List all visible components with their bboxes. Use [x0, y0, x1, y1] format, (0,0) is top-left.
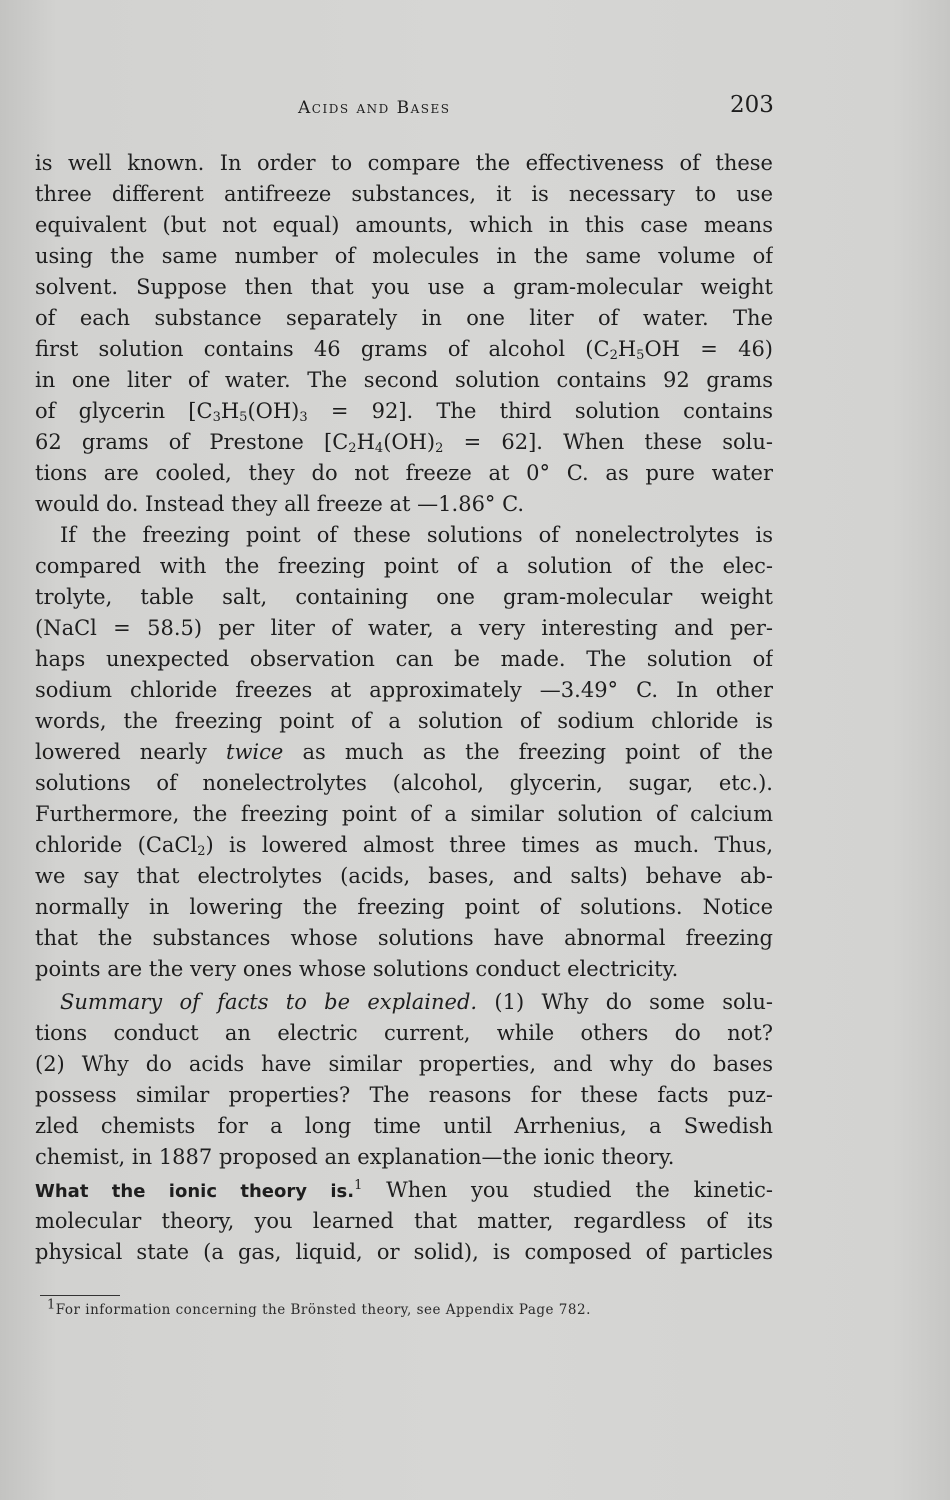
paragraph-4 — [35, 1175, 773, 1268]
footnote-divider — [40, 1295, 120, 1296]
text-line: three different antifreeze substances, it is necessary to use — [35, 182, 773, 206]
text-line: normally in lowering the freezing point of solutions. Notice — [35, 895, 773, 919]
text-line: chloride (CaCl$_2$) is lowered almost three times as much. Thus, — [35, 833, 773, 859]
text-line: in one liter of water. The second solution contains 92 grams — [35, 368, 773, 392]
text-line: trolyte, table salt, containing one gram-molecular weight — [35, 585, 773, 609]
text-line: solutions of nonelectrolytes (alcohol, glycerin, sugar, etc.). — [35, 771, 773, 795]
text-line: If the freezing point of these solutions of nonelectrolytes is — [60, 523, 773, 547]
text-line: 62 grams of Prestone $[C_2H_4(OH)_2 = 62]$. When these solu- — [35, 430, 773, 456]
text-line: lowered nearly twice as much as the freezing point of the — [35, 740, 773, 764]
text-line: tions are cooled, they do not freeze at 0° C. as pure water — [35, 461, 773, 485]
text-line: haps unexpected observation can be made. The solution of — [35, 647, 773, 671]
text-line: molecular theory, you learned that matter, regardless of its — [35, 1209, 773, 1233]
text-line: Furthermore, the freezing point of a similar solution of calcium — [35, 802, 773, 826]
text-line: sodium chloride freezes at approximately —3.49° C. In other — [35, 678, 773, 702]
paragraph-1 — [35, 148, 773, 520]
text-line: that the substances whose solutions have abnormal freezing — [35, 926, 773, 950]
text-line: would do. Instead they all freeze at —1.86° C. — [35, 492, 525, 516]
text-line: chemist, in 1887 proposed an explanation—the ionic theory. — [35, 1145, 675, 1169]
text-line: of each substance separately in one liter of water. The — [35, 306, 773, 330]
text-line: words, the freezing point of a solution of sodium chloride is — [35, 709, 773, 733]
page-header — [0, 92, 950, 126]
text-run: When you studied the kinetic- — [362, 1178, 773, 1202]
body-text — [35, 148, 773, 1268]
text-line: possess similar properties? The reasons for these facts puz- — [35, 1083, 773, 1107]
footnote — [47, 1297, 591, 1318]
text-line: is well known. In order to compare the effectiveness of these — [35, 151, 773, 175]
text-line: using the same number of molecules in the same volume of — [35, 244, 773, 268]
page-number: 203 — [730, 92, 774, 118]
text-line: points are the very ones whose solutions conduct electricity. — [35, 957, 679, 981]
text-line: of glycerin $[C_3H_5(OH)_3 = 92]$. The third solution contains — [35, 399, 773, 425]
paragraph-3 — [35, 987, 773, 1173]
run-in-heading: Summary of facts to be explained. — [60, 990, 478, 1014]
running-title: Acids and Bases — [298, 98, 451, 118]
text-line: physical state (a gas, liquid, or solid), is composed of particles — [35, 1240, 773, 1264]
text-line: tions conduct an electric current, while others do not? — [35, 1021, 773, 1045]
text-line: (NaCl = 58.5) per liter of water, a very interesting and per- — [35, 616, 773, 640]
footnote-text: For information concerning the Brönsted theory, see Appendix Page 782. — [55, 1302, 591, 1318]
text-line — [35, 1175, 773, 1206]
text-line: first solution contains 46 grams of alcohol $(C_2H_5OH = 46)$ — [35, 337, 773, 363]
text-run: (1) Why do some solu- — [477, 990, 773, 1014]
section-heading: What the ionic theory is. — [35, 1181, 355, 1202]
text-line — [35, 987, 773, 1018]
paragraph-2 — [35, 520, 773, 985]
footnote-marker: 1 — [47, 1297, 56, 1313]
footnote-reference[interactable]: 1 — [354, 1178, 363, 1193]
text-line: zled chemists for a long time until Arrhenius, a Swedish — [35, 1114, 773, 1138]
text-line: we say that electrolytes (acids, bases, and salts) behave ab- — [35, 864, 773, 888]
text-line: solvent. Suppose then that you use a gram-molecular weight — [35, 275, 773, 299]
text-line: (2) Why do acids have similar properties, and why do bases — [35, 1052, 773, 1076]
text-line: compared with the freezing point of a solution of the elec- — [35, 554, 773, 578]
text-line: equivalent (but not equal) amounts, which in this case means — [35, 213, 773, 237]
